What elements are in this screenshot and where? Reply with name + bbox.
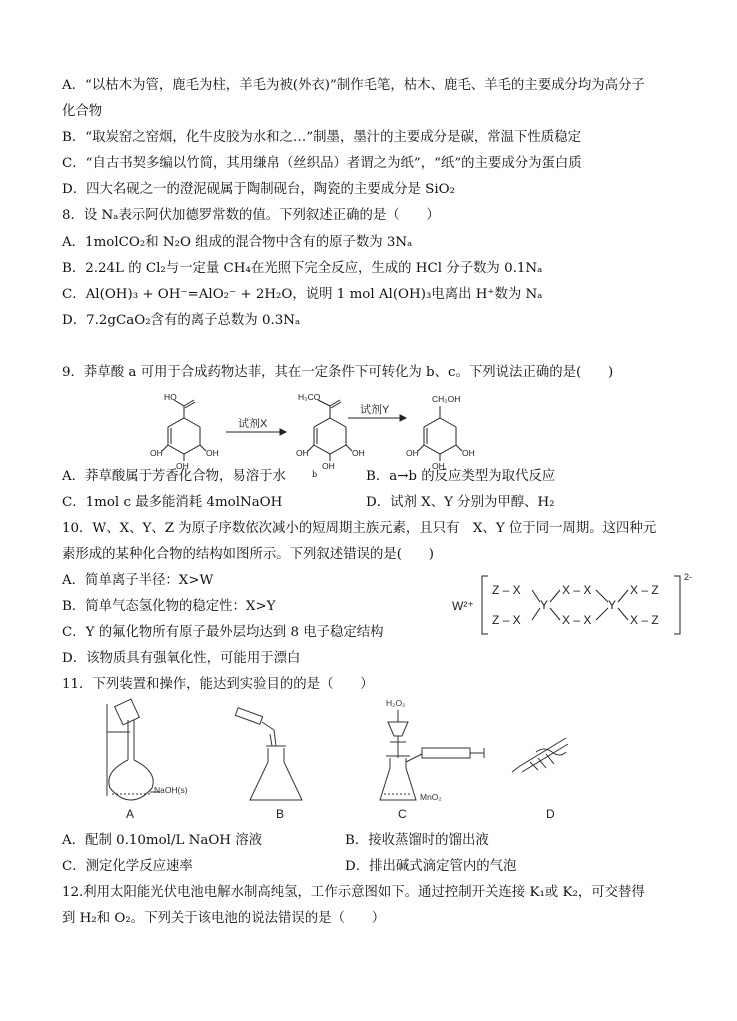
b-oh-left: OH: [296, 448, 309, 458]
q9-reaction-scheme: [140, 388, 540, 470]
c-oh-right: OH: [462, 448, 475, 458]
mno2-label: MnO₂: [420, 792, 442, 802]
q8-option-d: D．7.2gCaO₂含有的离子总数为 0.3Nₐ: [62, 313, 301, 328]
q7-option-d: D．四大名砚之一的澄泥砚属于陶制砚台，陶瓷的主要成分是 SiO₂: [62, 182, 455, 197]
zx-bottom: Z – X: [492, 613, 521, 627]
q8-option-a: A．1molCO₂和 N₂O 组成的混合物中含有的原子数为 3Nₐ: [62, 235, 413, 250]
a-oh-bottom: OH: [176, 461, 189, 470]
a-oh-right: OH: [206, 448, 219, 458]
reagent-y-label: 试剂Y: [360, 404, 390, 416]
q8-option-c: C．Al(OH)₃ + OH⁻=AlO₂⁻ + 2H₂O，说明 1 mol Al(OH)₃电离出 H⁺数为 Nₐ: [62, 287, 543, 302]
q11-stem: 11．下列装置和操作，能达到实验目的的是（ ）: [62, 677, 374, 692]
q10-stem-line2: 素形成的某种化合物的结构如图所示。下列叙述错误的是( ): [62, 547, 434, 562]
zx-top: Z – X: [492, 583, 521, 597]
q10-option-b: B．简单气态氢化物的稳定性：X>Y: [62, 599, 276, 614]
h2o2-label: H₂O₂: [386, 698, 406, 708]
q10-structure-diagram: [448, 568, 698, 640]
ring-a: [168, 418, 200, 454]
q7-option-c: C．“自古书契多编以竹简，其用缣帛（丝织品）者谓之为纸”，“纸”的主要成分为蛋白质: [62, 156, 582, 171]
ring-c: [424, 418, 456, 454]
q11-option-a: A．配制 0.10mol/L NaOH 溶液: [62, 833, 263, 848]
q8-stem: 8．设 Nₐ表示阿伏加德罗常数的值。下列叙述正确的是（ ）: [62, 208, 440, 223]
b-oh-bottom: OH: [322, 461, 335, 470]
b-oh-right: OH: [352, 448, 365, 458]
c-oh-bottom: OH: [432, 461, 445, 470]
c-ch2oh: CH₂OH: [432, 394, 461, 404]
q7-option-a-line1: A．“以枯木为管，鹿毛为柱，羊毛为被(外衣)”制作毛笔，枯木、鹿毛、羊毛的主要成分均为高分子: [62, 78, 645, 93]
q10-stem-line1: 10．W、X、Y、Z 为原子序数依次减小的短周期主族元素，且只有 X、Y 位于同一周期。这四种元: [62, 521, 657, 536]
apparatus-label-b: B: [276, 807, 285, 821]
y-left: Y: [540, 598, 549, 612]
q7-option-b: B．“取炭窑之窑烟，化牛皮胶为水和之…”制墨，墨汁的主要成分是碳，常温下性质稳定: [62, 130, 581, 145]
q8-option-b: B．2.24L 的 Cl₂与一定量 CH₄在光照下完全反应，生成的 HCl 分子数为 0.1Nₐ: [62, 261, 543, 276]
reagent-x-label: 试剂X: [238, 418, 268, 430]
apparatus-label-a: A: [126, 807, 135, 821]
a-cooh-ho: HO: [164, 392, 177, 402]
xx-top: X – X: [562, 583, 592, 597]
naoh-label: NaOH(s): [154, 785, 188, 795]
q12-stem-line1: 12.利用太阳能光伏电池电解水制高纯氢，工作示意图如下。通过控制开关连接 K₁或 K₂，可交替得: [62, 885, 645, 900]
apparatus-a: [107, 699, 160, 800]
ring-b: [314, 418, 346, 454]
q11-apparatus: [90, 696, 610, 824]
apparatus-label-c: C: [398, 807, 407, 821]
q11-option-b: B．接收蒸馏时的馏出液: [345, 833, 489, 848]
xz-top: X – Z: [630, 583, 659, 597]
b-ester-label: H₃CO: [298, 392, 321, 402]
apparatus-b: [235, 708, 302, 800]
q11-option-d: D．排出碱式滴定管内的气泡: [345, 859, 517, 874]
q9-option-c: C．1mol c 最多能消耗 4molNaOH: [62, 495, 283, 510]
q9-stem: 9．莽草酸 a 可用于合成药物达菲，其在一定条件下可转化为 b、c。下列说法正确的是( ): [62, 365, 614, 380]
q11-option-c: C．测定化学反应速率: [62, 859, 193, 874]
xx-bottom: X – X: [562, 613, 592, 627]
xz-bottom: X – Z: [630, 613, 659, 627]
anion-charge: 2-: [684, 572, 693, 582]
apparatus-c: [380, 710, 484, 800]
q10-option-d: D．该物质具有强氧化性，可能用于漂白: [62, 651, 301, 666]
apparatus-label-d: D: [546, 807, 555, 821]
cation-w: W²⁺: [452, 599, 474, 613]
y-right: Y: [608, 598, 617, 612]
a-oh-left: OH: [150, 448, 163, 458]
apparatus-d: [512, 738, 568, 772]
q9-option-a: A．莽草酸属于芳香化合物，易溶于水: [62, 469, 286, 484]
label-b: b: [312, 470, 318, 479]
q10-option-a: A．简单离子半径：X>W: [62, 573, 214, 588]
q9-option-d: D．试剂 X、Y 分别为甲醇、H₂: [366, 495, 555, 510]
q7-option-a-line2: 化合物: [62, 104, 103, 119]
q10-option-c: C．Y 的氟化物所有原子最外层均达到 8 电子稳定结构: [62, 625, 384, 640]
q12-stem-line2: 到 H₂和 O₂。下列关于该电池的说法错误的是（ ）: [62, 911, 386, 926]
c-oh-left: OH: [406, 448, 419, 458]
q9-option-b: B．a→b 的反应类型为取代反应: [366, 469, 556, 484]
